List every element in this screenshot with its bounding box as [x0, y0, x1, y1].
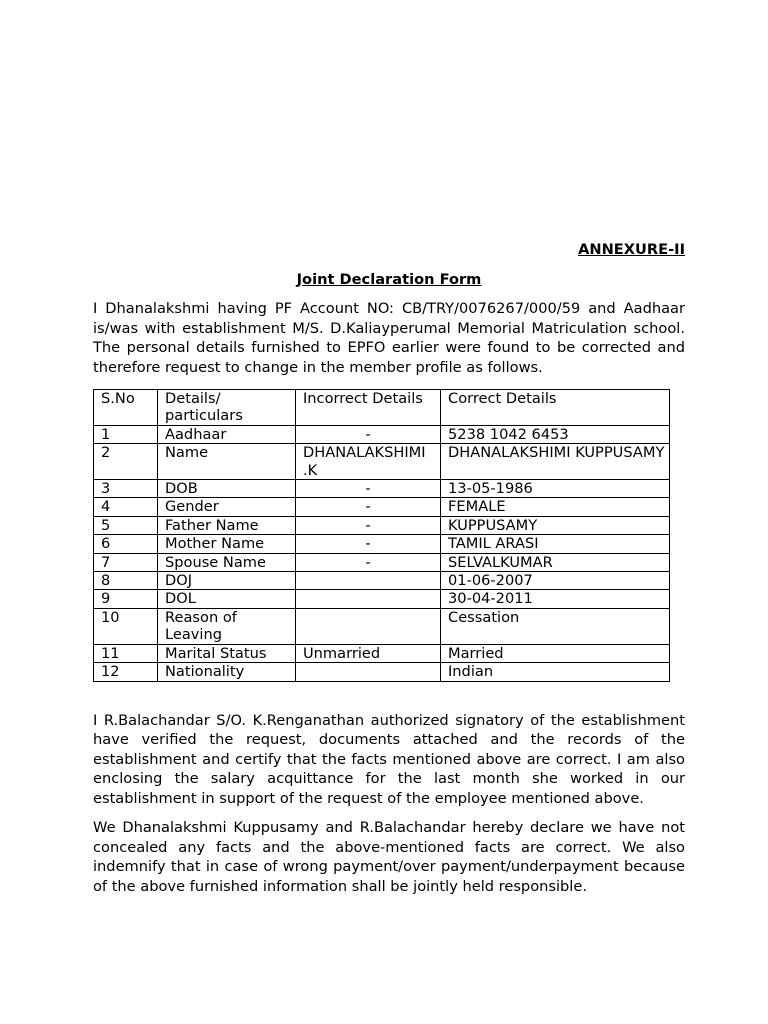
table-row — [94, 663, 670, 681]
document-page — [93, 240, 685, 896]
cell-detail: Name — [158, 444, 296, 480]
cell-correct: 5238 1042 6453 — [441, 425, 670, 443]
header-details: Details/ particulars — [158, 390, 296, 426]
cell-sno: 6 — [94, 535, 158, 553]
cell-detail: Gender — [158, 498, 296, 516]
table-header-row — [94, 390, 670, 426]
cell-detail: Spouse Name — [158, 553, 296, 571]
intro-paragraph: I Dhanalakshmi having PF Account NO: CB/TRY/0076267/000/59 and Aadhaar is/was with establishment M/S. D.Kaliayperumal Memorial Matriculation school. The personal details furnished to EPFO earlier were found to be corrected and therefore request to change in the member profile as follows. — [93, 300, 685, 376]
table-row — [94, 516, 670, 534]
table-row — [94, 425, 670, 443]
cell-correct: 13-05-1986 — [441, 480, 670, 498]
table-row — [94, 590, 670, 608]
cell-correct: Married — [441, 644, 670, 662]
cell-incorrect — [296, 572, 441, 590]
table-row — [94, 553, 670, 571]
cell-sno: 4 — [94, 498, 158, 516]
details-table — [93, 389, 670, 682]
cell-sno: 12 — [94, 663, 158, 681]
cell-incorrect: - — [296, 516, 441, 534]
certification-paragraph: I R.Balachandar S/O. K.Renganathan authorized signatory of the establishment have verified the request, documents attached and the records of the establishment and certify that the facts mentioned above are correct. I am also enclosing the salary acquittance for the last month she worked in our establishment in support of the request of the employee mentioned above. — [93, 711, 685, 807]
cell-sno: 2 — [94, 444, 158, 480]
cell-correct: SELVALKUMAR — [441, 553, 670, 571]
cell-incorrect: - — [296, 425, 441, 443]
cell-incorrect — [296, 590, 441, 608]
cell-sno: 5 — [94, 516, 158, 534]
cell-detail: DOJ — [158, 572, 296, 590]
header-correct: Correct Details — [441, 390, 670, 426]
cell-correct: 01-06-2007 — [441, 572, 670, 590]
table-row — [94, 480, 670, 498]
table-row — [94, 444, 670, 480]
table-row — [94, 535, 670, 553]
cell-incorrect: Unmarried — [296, 644, 441, 662]
cell-correct: KUPPUSAMY — [441, 516, 670, 534]
form-title: Joint Declaration Form — [296, 270, 482, 288]
declaration-paragraph: We Dhanalakshmi Kuppusamy and R.Balachandar hereby declare we have not concealed any facts and the above-mentioned facts are correct. We also indemnify that in case of wrong payment/over payment/underpayment because of the above furnished information shall be jointly held responsible. — [93, 819, 685, 895]
cell-incorrect — [296, 608, 441, 644]
cell-detail: Marital Status — [158, 644, 296, 662]
cell-sno: 11 — [94, 644, 158, 662]
cell-sno: 3 — [94, 480, 158, 498]
cell-detail: Mother Name — [158, 535, 296, 553]
table-row — [94, 572, 670, 590]
cell-incorrect: - — [296, 480, 441, 498]
cell-incorrect — [296, 663, 441, 681]
annexure-label: ANNEXURE-II — [578, 241, 685, 258]
cell-correct: Indian — [441, 663, 670, 681]
cell-correct: Cessation — [441, 608, 670, 644]
header-incorrect: Incorrect Details — [296, 390, 441, 426]
cell-detail: DOB — [158, 480, 296, 498]
cell-incorrect: - — [296, 553, 441, 571]
table-row — [94, 644, 670, 662]
cell-correct: FEMALE — [441, 498, 670, 516]
table-row — [94, 608, 670, 644]
cell-detail: Reason of Leaving — [158, 608, 296, 644]
cell-sno: 10 — [94, 608, 158, 644]
cell-detail: Aadhaar — [158, 425, 296, 443]
cell-sno: 7 — [94, 553, 158, 571]
cell-sno: 9 — [94, 590, 158, 608]
cell-sno: 8 — [94, 572, 158, 590]
cell-detail: Father Name — [158, 516, 296, 534]
cell-correct: DHANALAKSHIMI KUPPUSAMY — [441, 444, 670, 480]
header-sno: S.No — [94, 390, 158, 426]
cell-correct: TAMIL ARASI — [441, 535, 670, 553]
cell-detail: Nationality — [158, 663, 296, 681]
cell-incorrect: - — [296, 535, 441, 553]
cell-incorrect: - — [296, 498, 441, 516]
cell-correct: 30-04-2011 — [441, 590, 670, 608]
cell-detail: DOL — [158, 590, 296, 608]
cell-incorrect: DHANALAKSHIMI .K — [296, 444, 441, 480]
cell-sno: 1 — [94, 425, 158, 443]
table-row — [94, 498, 670, 516]
